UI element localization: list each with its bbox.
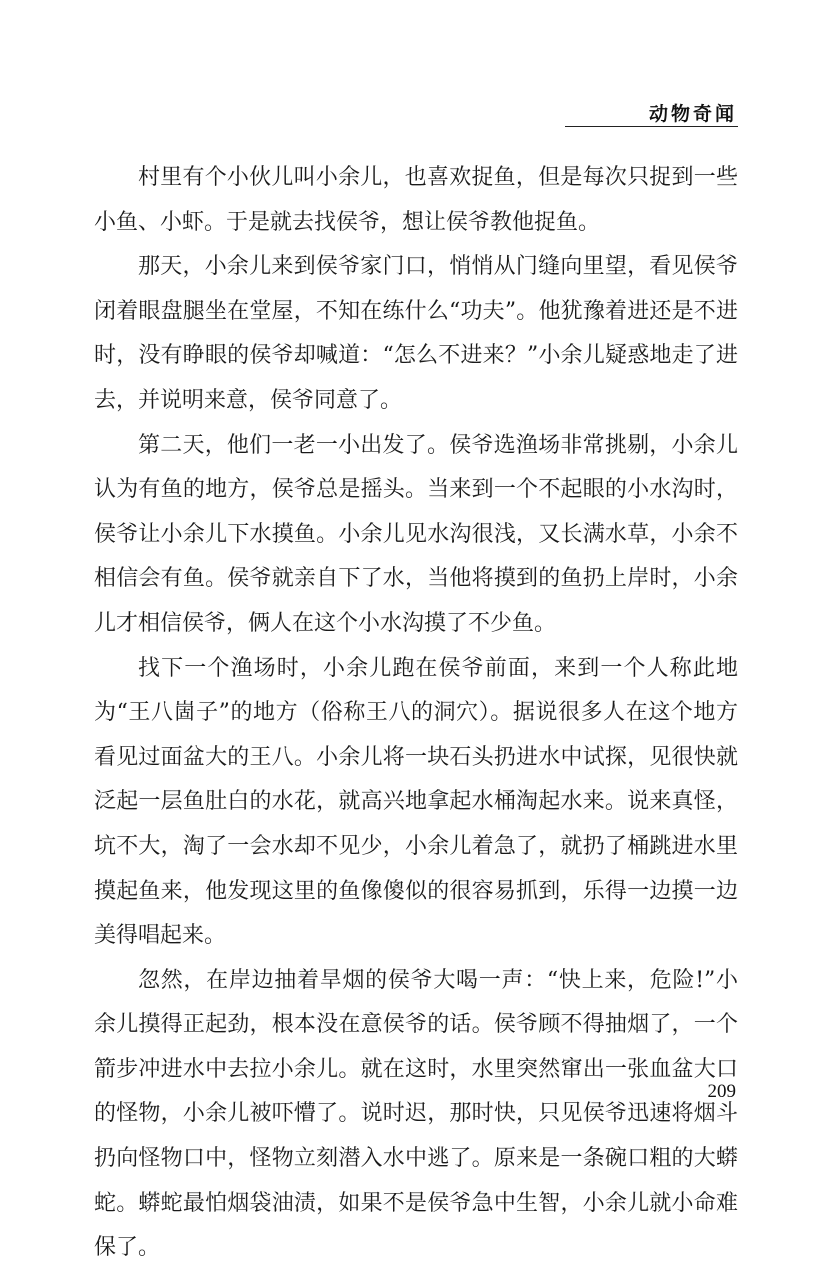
paragraph-3: 第二天，他们一老一小出发了。侯爷选渔场非常挑剔，小余儿认为有鱼的地方，侯爷总是摇头。当来到一个不起眼的小水沟时，侯爷让小余儿下水摸鱼。小余儿见水沟很浅，又长满水草，小余不相信会有鱼。侯爷就亲自下了水，当他将摸到的鱼扔上岸时，小余儿才相信侯爷，俩人在这个小水沟摸了不少鱼。	[94, 432, 738, 636]
paragraph-5: 忽然，在岸边抽着旱烟的侯爷大喝一声：“快上来，危险!”小余儿摸得正起劲，根本没在意侯爷的话。侯爷顾不得抽烟了，一个箭步冲进水中去拉小余儿。就在这时，水里突然窜出一张血盆大口的怪物，小余儿被吓懵了。说时迟，那时快，只见侯爷迅速将烟斗扔向怪物口中，怪物立刻潜入水中逃了。原来是一条碗口粗的大蟒蛇。蟒蛇最怕烟袋油渍，如果不是侯爷急中生智，小余儿就小命难保了。	[94, 967, 738, 1261]
paragraph-2: 那天，小余儿来到侯爷家门口，悄悄从门缝向里望，看见侯爷闭着眼盘腿坐在堂屋，不知在练什么“功夫”。他犹豫着进还是不进时，没有睁眼的侯爷却喊道：“怎么不进来？”小余儿疑惑地走了进去，并说明来意，侯爷同意了。	[94, 254, 738, 413]
paragraph-4: 找下一个渔场时，小余儿跑在侯爷前面，来到一个人称此地为“王八崮子”的地方（俗称王八的洞穴）。据说很多人在这个地方看见过面盆大的王八。小余儿将一块石头扔进水中试探，见很快就泛起一层鱼肚白的水花，就高兴地拿起水桶淘起水来。说来真怪，坑不大，淘了一会水却不见少，小余儿着急了，就扔了桶跳进水里摸起鱼来，他发现这里的鱼像傻似的很容易抓到，乐得一边摸一边美得唱起来。	[94, 655, 738, 949]
body-text	[94, 156, 738, 1271]
paragraph-1: 村里有个小伙儿叫小余儿，也喜欢捉鱼，但是每次只捉到一些小鱼、小虾。于是就去找侯爷，想让侯爷教他捉鱼。	[94, 165, 738, 235]
page-number: 209	[707, 1081, 736, 1102]
running-head-title: 动物奇闻	[648, 103, 737, 125]
header-rule	[565, 126, 738, 127]
